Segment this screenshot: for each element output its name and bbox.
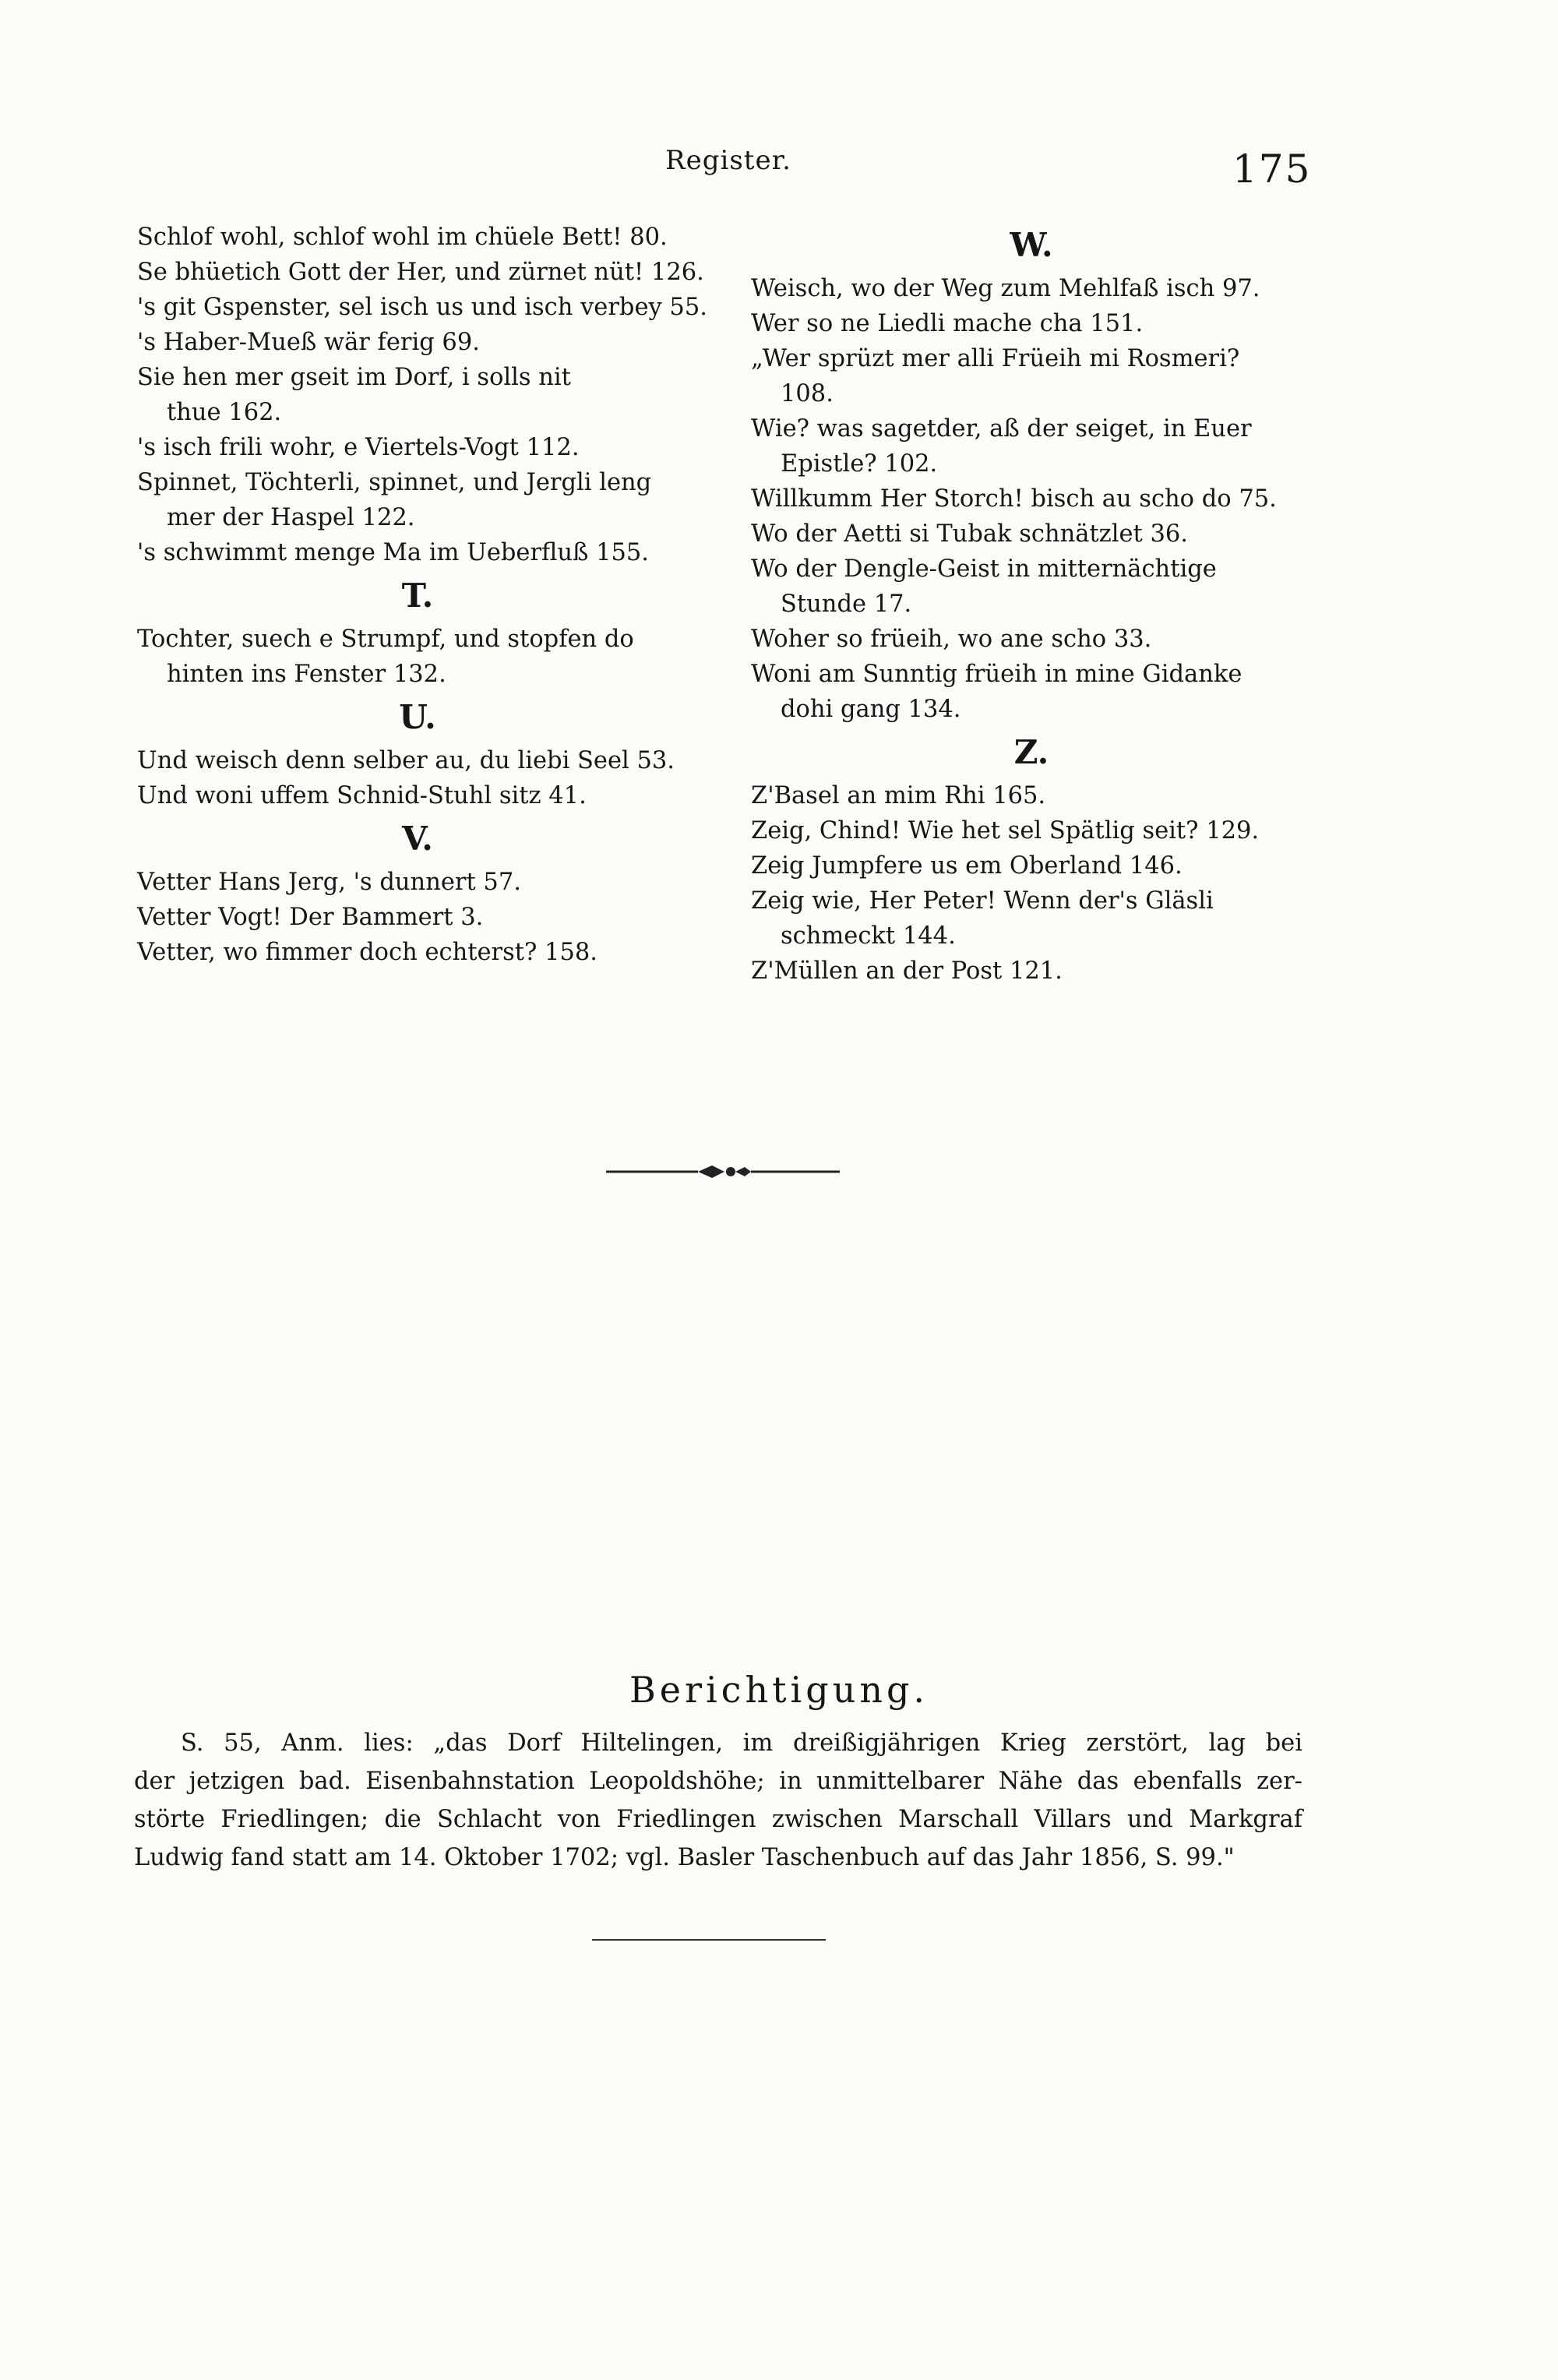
register-entry: Schlof wohl, schlof wohl im chüele Bett! 80. xyxy=(137,224,668,251)
register-entry xyxy=(751,341,1312,411)
correction-line: der jetzigen bad. Eisenbahnstation Leopoldshöhe; in unmittelbarer Nähe das ebenfalls zer- xyxy=(134,1768,1302,1795)
register-entry-line: Zeig wie, Her Peter! Wenn der's Gläsli xyxy=(751,887,1214,915)
register-entry: 's isch frili wohr, e Viertels-Vogt 112. xyxy=(137,434,580,461)
register-entry: Woher so früeih, wo ane scho 33. xyxy=(751,626,1152,653)
correction-line: störte Friedlingen; die Schlacht von Friedlingen zwischen Marschall Villars und Markgraf xyxy=(134,1806,1302,1833)
register-entry: Und woni uffem Schnid-Stuhl sitz 41. xyxy=(137,782,587,809)
register-entry: Weisch, wo der Weg zum Mehlfaß isch 97. xyxy=(751,275,1260,302)
register-entry: Willkumm Her Storch! bisch au scho do 75. xyxy=(751,485,1277,513)
correction-line: Ludwig fand statt am 14. Oktober 1702; vgl. Basler Taschenbuch auf das Jahr 1856, S. 99." xyxy=(134,1844,1235,1871)
register-entry-line: Wo der Dengle-Geist in mitternächtige xyxy=(751,555,1217,583)
section-letter: V. xyxy=(402,820,433,858)
register-entry xyxy=(751,657,1312,727)
register-entry: Wer so ne Liedli mache cha 151. xyxy=(751,310,1144,337)
register-entry: Se bhüetich Gott der Her, und zürnet nüt! 126. xyxy=(137,259,704,286)
register-entry-line: hinten ins Fenster 132. xyxy=(167,661,446,688)
register-entry: Vetter Hans Jerg, 's dunnert 57. xyxy=(137,869,521,896)
section-letter: W. xyxy=(1010,226,1053,264)
register-entry: 's schwimmt menge Ma im Ueberfluß 155. xyxy=(137,539,650,566)
register-entry-line: dohi gang 134. xyxy=(781,696,961,723)
register-entry: Und weisch denn selber au, du liebi Seel 53. xyxy=(137,747,675,774)
register-entry-line: Spinnet, Töchterli, spinnet, und Jergli leng xyxy=(137,469,652,496)
register-column-left xyxy=(137,220,707,970)
correction-text xyxy=(134,1724,1302,1877)
ornamental-divider xyxy=(606,1158,840,1186)
register-entry-line: „Wer sprüzt mer alli Früeih mi Rosmeri? xyxy=(751,345,1240,372)
running-head: Register. xyxy=(665,145,791,176)
register-entry xyxy=(137,360,698,430)
register-entry: 's git Gspenster, sel isch us und isch verbey 55. xyxy=(137,294,707,321)
register-entry: Z'Müllen an der Post 121. xyxy=(751,957,1063,985)
register-entry xyxy=(751,411,1312,481)
closing-rule xyxy=(592,1939,826,1941)
register-entry-line: Woni am Sunntig früeih in mine Gidanke xyxy=(751,661,1243,688)
register-entry-line: 108. xyxy=(781,380,834,407)
register-entry xyxy=(751,552,1312,622)
register-entry-line: Sie hen mer gseit im Dorf, i solls nit xyxy=(137,364,571,391)
register-entry-line: mer der Haspel 122. xyxy=(167,504,415,531)
register-entry: Zeig, Chind! Wie het sel Spätlig seit? 129. xyxy=(751,817,1260,844)
register-entry: Zeig Jumpfere us em Oberland 146. xyxy=(751,852,1183,880)
register-entry: 's Haber-Mueß wär ferig 69. xyxy=(137,329,480,356)
register-entry-line: thue 162. xyxy=(167,399,282,426)
register-entry: Vetter Vogt! Der Bammert 3. xyxy=(137,904,484,931)
section-letter: U. xyxy=(399,698,436,736)
register-column-right xyxy=(751,220,1312,989)
section-letter: T. xyxy=(401,576,434,615)
correction-line: S. 55, Anm. lies: „das Dorf Hiltelingen, im dreißigjährigen Krieg zerstört, lag bei xyxy=(181,1729,1302,1757)
page-number: 175 xyxy=(1232,146,1312,192)
register-entry-line: Stunde 17. xyxy=(781,591,912,618)
section-letter: Z. xyxy=(1013,733,1049,771)
register-entry-line: schmeckt 144. xyxy=(781,922,956,950)
correction-title: Berichtigung. xyxy=(629,1669,929,1711)
register-entry-line: Wie? was sagetder, aß der seiget, in Euer xyxy=(751,415,1252,443)
register-entry xyxy=(751,883,1312,954)
register-entry: Wo der Aetti si Tubak schnätzlet 36. xyxy=(751,520,1188,548)
register-entry-line: Epistle? 102. xyxy=(781,450,938,478)
register-entry: Vetter, wo fimmer doch echterst? 158. xyxy=(137,939,597,966)
register-entry xyxy=(137,622,698,692)
register-entry-line: Tochter, suech e Strumpf, und stopfen do xyxy=(137,626,634,653)
register-entry xyxy=(137,465,698,535)
register-entry: Z'Basel an mim Rhi 165. xyxy=(751,782,1046,809)
